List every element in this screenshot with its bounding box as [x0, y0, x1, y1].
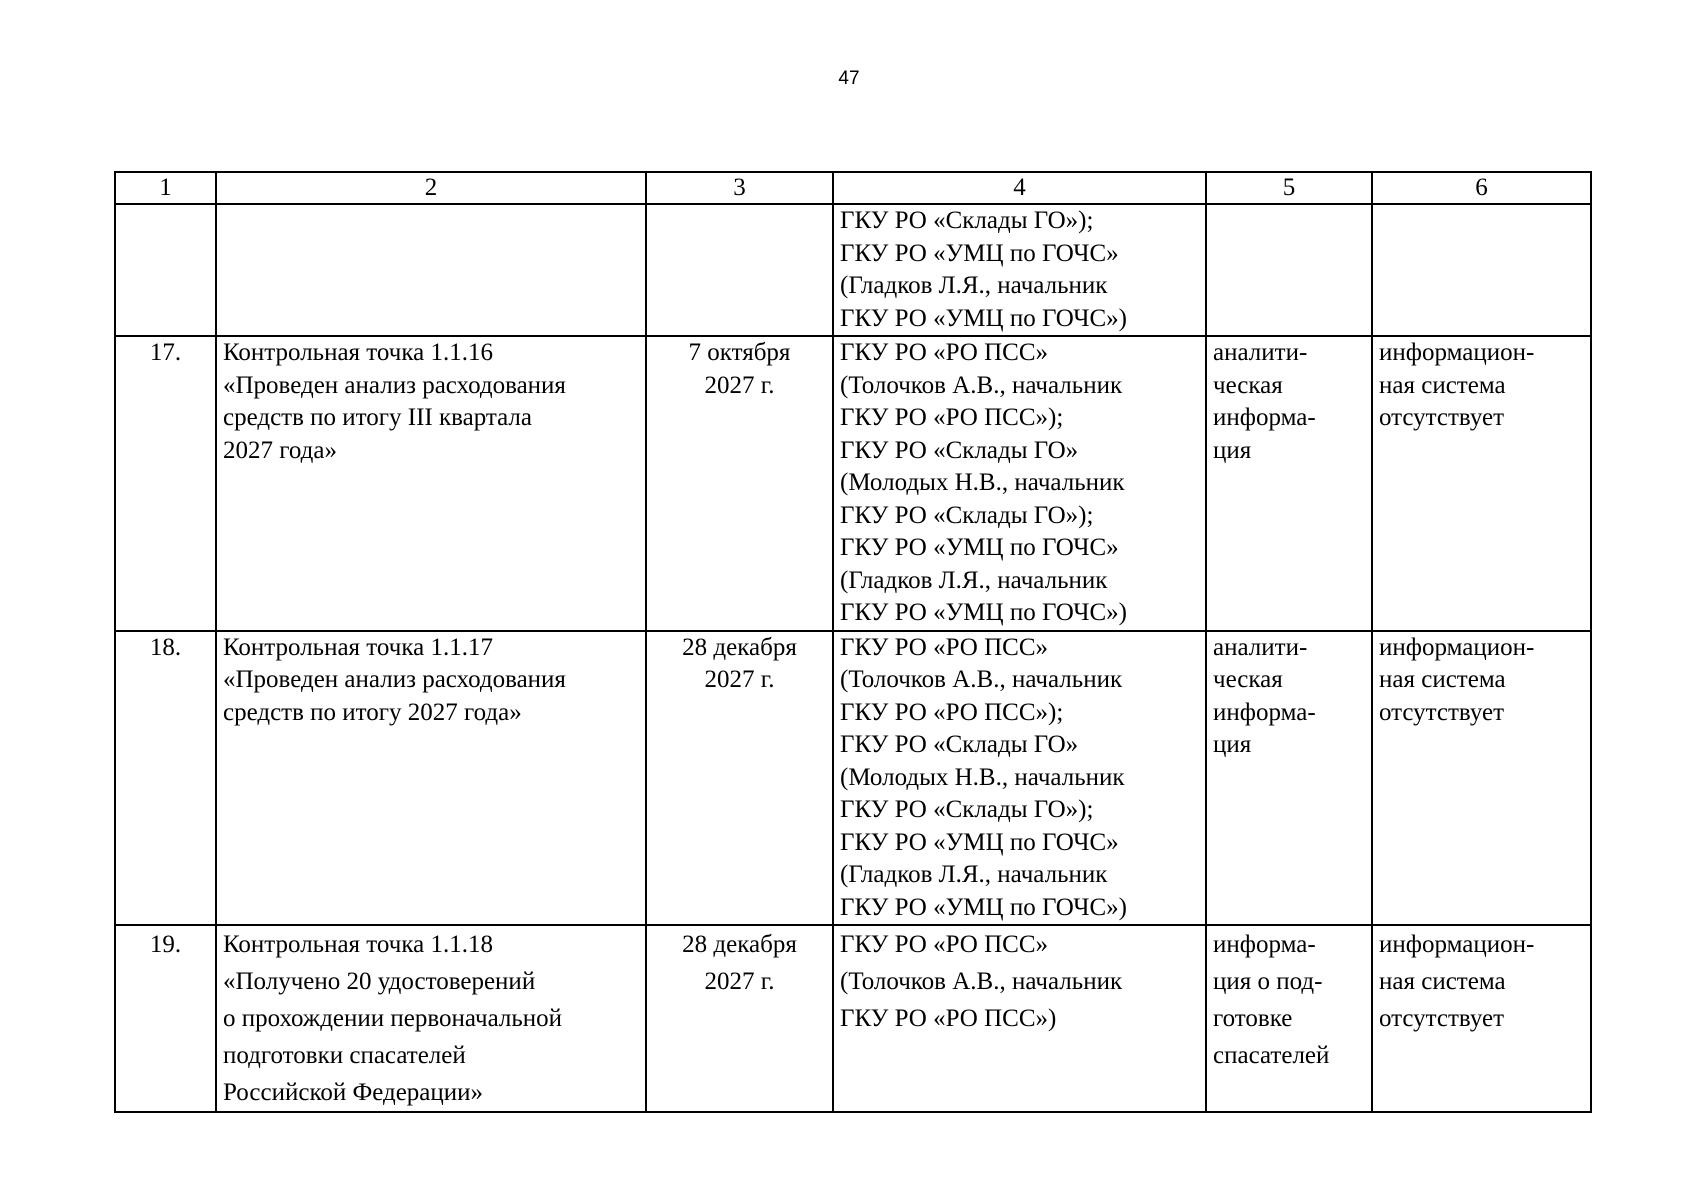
column-header: 1	[115, 172, 216, 204]
deadline-date: 7 октября 2027 г.	[646, 336, 833, 631]
responsible-executor: ГКУ РО «РО ПСС» (Толочков А.В., начальник ГКУ РО «РО ПСС»); ГКУ РО «Склады ГО» (Молодых Н.В., начальник ГКУ РО «Склады ГО»); ГКУ РО «УМЦ по ГОЧС» (Гладков Л.Я., начальник ГКУ РО «УМЦ по ГОЧС»)	[833, 336, 1206, 631]
control-point-name: Контрольная точка 1.1.18 «Получено 20 удостоверений о прохождении первоначальной подготовки спасателей Российской Федерации»	[216, 925, 646, 1112]
information-system: информацион- ная система отсутствует	[1372, 631, 1591, 926]
table-header-row	[115, 172, 1591, 204]
responsible-executor: ГКУ РО «РО ПСС» (Толочков А.В., начальник ГКУ РО «РО ПСС»); ГКУ РО «Склады ГО» (Молодых Н.В., начальник ГКУ РО «Склады ГО»); ГКУ РО «УМЦ по ГОЧС» (Гладков Л.Я., начальник ГКУ РО «УМЦ по ГОЧС»)	[833, 631, 1206, 926]
row-number	[115, 204, 216, 336]
column-header: 6	[1372, 172, 1591, 204]
control-point-name: Контрольная точка 1.1.16 «Проведен анализ расходования средств по итогу III квартала 2027 года»	[216, 336, 646, 631]
row-number: 19.	[115, 925, 216, 1112]
document-type	[1206, 204, 1372, 336]
row-number: 18.	[115, 631, 216, 926]
responsible-executor: ГКУ РО «Склады ГО»); ГКУ РО «УМЦ по ГОЧС» (Гладков Л.Я., начальник ГКУ РО «УМЦ по ГОЧС»)	[833, 204, 1206, 336]
control-point-name: Контрольная точка 1.1.17 «Проведен анализ расходования средств по итогу 2027 года»	[216, 631, 646, 926]
table-row	[115, 336, 1591, 631]
document-type: аналити- ческая информа- ция	[1206, 631, 1372, 926]
control-points-table	[114, 171, 1592, 1113]
column-header: 2	[216, 172, 646, 204]
column-header: 4	[833, 172, 1206, 204]
information-system: информацион- ная система отсутствует	[1372, 336, 1591, 631]
column-header: 3	[646, 172, 833, 204]
deadline-date: 28 декабря 2027 г.	[646, 631, 833, 926]
table-row	[115, 204, 1591, 336]
page-number: 47	[838, 68, 860, 89]
deadline-date	[646, 204, 833, 336]
document-type: информа- ция о под- готовке спасателей	[1206, 925, 1372, 1112]
column-header: 5	[1206, 172, 1372, 204]
row-number: 17.	[115, 336, 216, 631]
document-type: аналити- ческая информа- ция	[1206, 336, 1372, 631]
deadline-date: 28 декабря 2027 г.	[646, 925, 833, 1112]
table-row	[115, 925, 1591, 1112]
responsible-executor: ГКУ РО «РО ПСС» (Толочков А.В., начальник ГКУ РО «РО ПСС»)	[833, 925, 1206, 1112]
information-system	[1372, 204, 1591, 336]
control-point-name	[216, 204, 646, 336]
table-row	[115, 631, 1591, 926]
information-system: информацион- ная система отсутствует	[1372, 925, 1591, 1112]
